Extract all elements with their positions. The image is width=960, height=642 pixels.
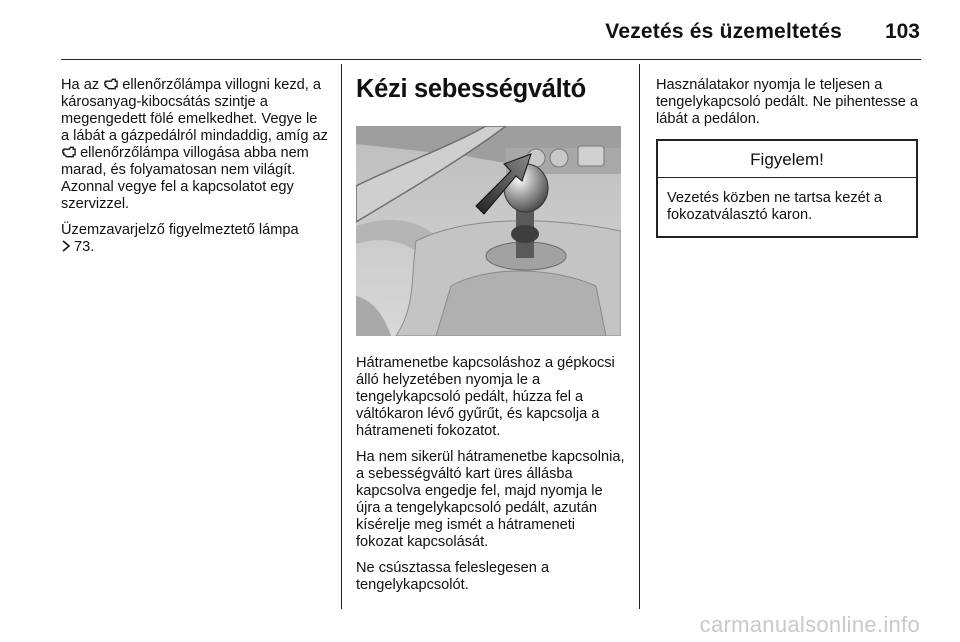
- clutch-usage-paragraph: Használatakor nyomja le teljesen a tengelykapcsoló pedált. Ne pihentesse a lábát a pedálon.: [656, 77, 919, 127]
- reverse-gear-paragraph: Hátramenetbe kapcsoláshoz a gépkocsi álló helyzetében nyomja le a tengelykapcsoló pedált, húzza fel a váltókaron lévő gyűrűt, és kapcsolja a hátrameneti fokozatot.: [356, 355, 615, 439]
- clutch-slip-paragraph: Ne csúsztassa feleslegesen a tengelykapcsolót.: [356, 560, 550, 593]
- section-title: Kézi sebességváltó: [356, 75, 586, 103]
- caution-body: Vezetés közben ne tartsa kezét a fokozatválasztó karon.: [667, 190, 882, 223]
- engine-warning-icon: [61, 145, 76, 159]
- gear-shift-illustration: [356, 126, 621, 336]
- column-divider-2: [639, 64, 640, 609]
- page-header-title: Vezetés és üzemeltetés: [605, 20, 842, 43]
- page-number: 103: [884, 20, 920, 43]
- right-column: [656, 77, 922, 238]
- page-reference-link[interactable]: 73.: [74, 239, 95, 255]
- engine-warning-icon: [103, 77, 118, 91]
- reverse-retry-paragraph: Ha nem sikerül hátramenetbe kapcsolnia, a sebességváltó kart üres állásba kapcsolva engedje fel, majd nyomja le újra a tengelykapcsoló pedált, azután kísérelje meg ismét a hátrameneti fokozat kapcsolását.: [356, 449, 625, 550]
- caution-heading: Figyelem!: [658, 141, 916, 178]
- column-divider-1: [341, 64, 342, 609]
- emission-warning-paragraph: Ha az ellenőrzőlámpa villogni kezd, a károsanyag-kibocsátás szintje a megengedett fölé emelkedhet. Vegye le a lábát a gázpedálról mindaddig, amíg az ellenőrzőlámpa villogása abba nem marad, és folyamatosan nem világít. Azonnal vegye fel a kapcsolatot egy szervizzel.: [61, 77, 328, 212]
- left-column: [61, 77, 329, 265]
- watermark: carmanualsonline.info: [699, 612, 920, 637]
- middle-column: [356, 77, 626, 603]
- header-divider: [61, 59, 921, 60]
- caution-box: [656, 139, 918, 238]
- page-reference-arrow-icon: [61, 240, 71, 252]
- malfunction-lamp-reference: Üzemzavarjelző figyelmeztető lámpa 73.: [61, 222, 299, 255]
